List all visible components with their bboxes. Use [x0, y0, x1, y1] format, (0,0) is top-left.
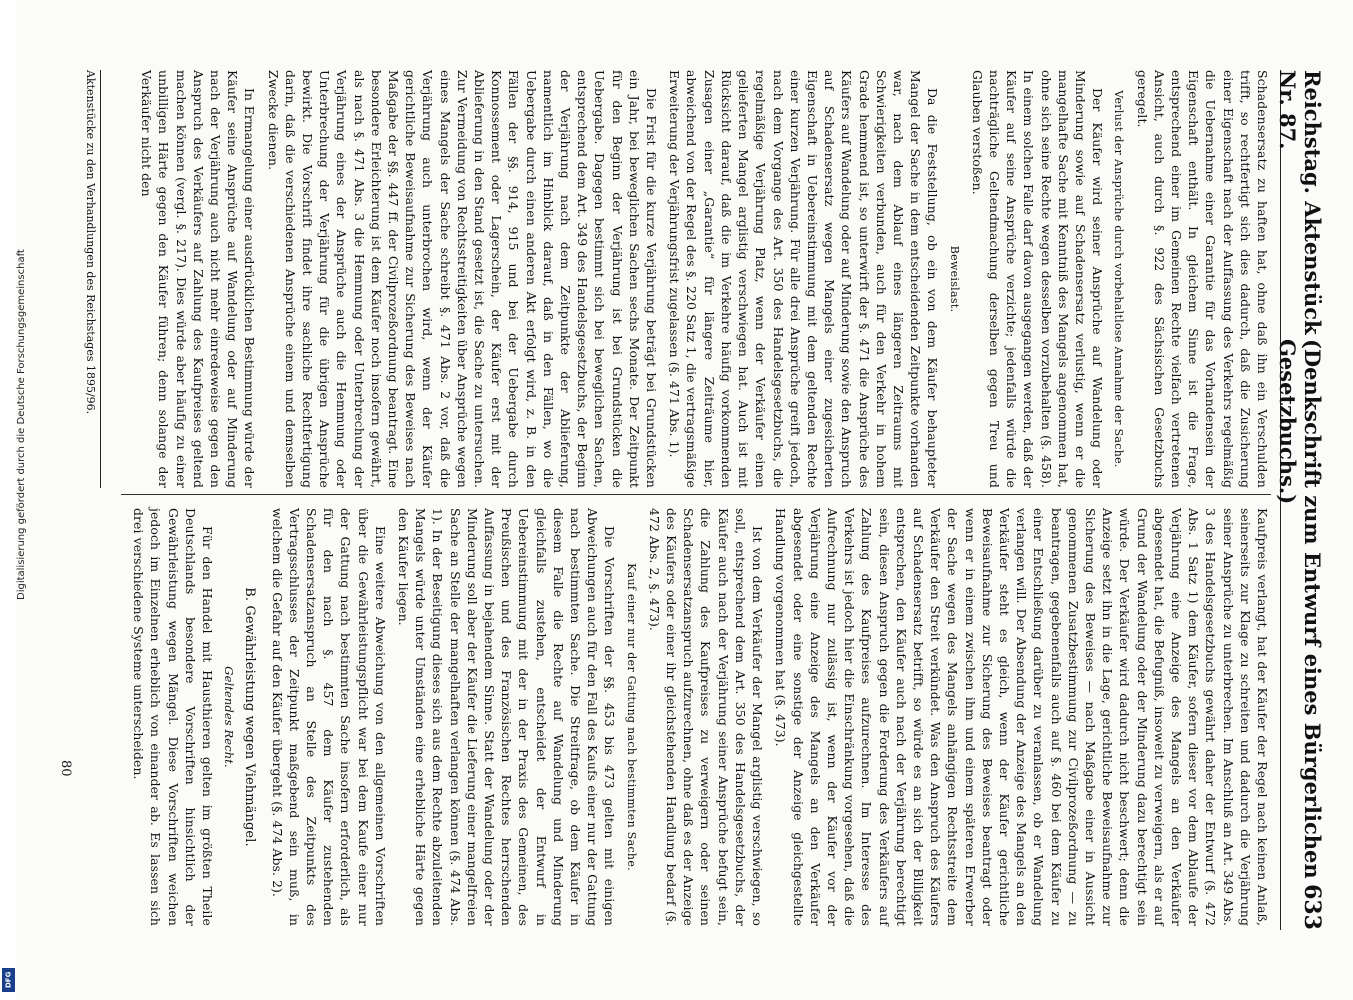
left-paragraph-4: Die Frist für die kurze Verjährung beträgt bei Grundstücken ein Jahr, bei beweglichen Sachen sechs Monate. Der Zeitpunkt für den Beginn der Verjährung ist bei Grundstücken die Uebergabe. Dagegen bestimmt sich bei beweglichen Sachen, entsprechend dem Art. 349 des Handelsgesetzbuchs, der Beginn der Verjährung nach dem Zeitpunkte der Ablieferung, namentlich im Hinblick darauf, daß in den Fällen, wo die Uebergabe durch einen anderen Akt erfolgt wird, z. B. in den Fällen der §§. 914, 915 und bei der Uebergabe durch Konnossement oder Lagerschein, der Käufer erst mit der Ablieferung in den Stand gesetzt ist, die Sache zu untersuchen. Zur Vermeidung von Rechtsstreitigkeiten über Ansprüche wegen eines Mangels der Sache schreibt §. 471 Abs. 2 vor, daß die Verjährung auch unterbrochen wird, wenn der Käufer gerichtliche Beweisaufnahme zur Sicherung des Beweises nach Maßgabe der §§. 447 ff. der Civilprozeßordnung beantragt. Eine besondere Erleichterung ist dem Käufer noch insofern gewährt, als nach §. 471 Abs. 3 die Hemmung oder Unterbrechung der Verjährung eines der Ansprüche auch die Hemmung oder Unterbrechung der Verjährung für die übrigen Ansprüche bewirkt. Die Vorschrift findet ihre sachliche Rechtfertigung darin, daß die verschiedenen Ansprüche einem und demselben Zwecke dienen. — [265, 70, 660, 488]
section-heading: B. Gewährleistung wegen Viehmängel. — [242, 587, 258, 847]
left-paragraph-5: In Ermangelung einer ausdrücklichen Bestimmung würde der Käufer seine Ansprüche auf Wandelung oder auf Minderung nach der Verjährung auch nicht mehr einredeweise gegen den Anspruch des Verkäufers auf Zahlung des Kaufpreises geltend machen können (vergl. §. 217). Dies würde aber häufig zu einer unbilligen Härte gegen den Käufer führen; denn solange der Verkäufer nicht den — [139, 70, 258, 488]
right-paragraph-4: Eine weitere Abweichung von den allgemeinen Vorschriften über die Gewährleistungspflicht war bei dem Kaufe einer nur der Gattung nach bestimmten Sache insofern erforderlich, als für den nach §. 457 dem Käufer zustehenden Schadensersatzanspruch an Stelle des Zeitpunkts des Vertragsschlusses der Zeitpunkt maßgebend sein muß, in welchem die Gefahr auf den Käufer übergeht (§. 474 Abs. 2). — [269, 508, 388, 926]
right-paragraph-1: Kaufpreis verlangt, hat der Käufer der Regel nach keinen Anlaß, seinerseits zur Klage zu schreiten und dadurch die Verjährung seiner Ansprüche zu unterbrechen. Im Anschluß an Art. 349 Abs. 3 des Handelsgesetzbuchs gewährt daher der Entwurf (§. 472 Abs. 1 Satz 1) dem Käufer, sofern dieser vor dem Ablaufe der Verjährung eine Anzeige des Mangels an den Verkäufer abgesendet hat, die Befugniß, insoweit zu verweigern, als er auf Grund der Wandelung oder der Minderung dazu berechtigt sein würde. Der Verkäufer wird dadurch nicht beschwert; denn die Anzeige setzt ihn in die Lage, gerichtliche Beweisaufnahme zur Sicherung des Beweises — nach Maßgabe einer in Aussicht genommenen Zusatzbestimmung zur Civilprozeßordnung — zu beantragen, gegebenenfalls auch auf §. 460 bei dem Käufer zu einer Entschließung darüber zu veranlassen, ob er Wandelung verlangen will. Der Absendung der Anzeige des Mangels an den Verkäufer steht es gleich, wenn der Käufer gerichtliche Beweisaufnahme zur Sicherung des Beweises beantragt oder wenn er in einem zwischen ihm und einem späteren Erwerber der Sache wegen des Mangels anhängigen Rechtsstreite dem Verkäufer den Streit verkündet. Was den Anspruch des Käufers auf Schadensersatz betrifft, so würde es an sich der Billigkeit entsprechen, den Käufer auch nach der Verjährung berechtigt sein, diesen Anspruch gegen die Forderung des Verkäufers auf Zahlung des Kaufpreises aufzurechnen. Im Interesse des Verkehrs ist jedoch hier die Einschränkung vorgesehen, daß die Aufrechnung nur zulässig ist, wenn der Käufer vor der Verjährung eine Anzeige des Mangels an den Verkäufer abgesendet oder eine sonstige der Anzeige gleichgestellte Handlung vorgenommen hat (§. 473). — [773, 508, 1270, 926]
right-column — [124, 508, 1271, 926]
header-left: Reichstag. Aktenstück Nr. 87. — [1275, 70, 1325, 335]
right-paragraph-5: Für den Handel mit Hausthieren gelten im größten Theile Deutschlands besondere Vorschriften hinsichtlich der Gewährleistung wegen Mängel. Diese Vorschriften weichen jedoch im Einzelnen erheblich von einander ab. Es lassen sich drei verschiedene Systeme unterscheiden. — [131, 508, 216, 926]
left-column — [132, 70, 1271, 488]
right-paragraph-3: Die Vorschriften der §§. 453 bis 473 gelten mit einigen Abweichungen auch für den Fall des Kaufs einer nur der Gattung nach bestimmten Sache. Die Streitfrage, ob dem Käufer in diesem Falle die Rechte auf Wandelung und Minderung gleichfalls zustehen, entscheidet der Entwurf in Uebereinstimmung mit der in der Praxis des Gemeinen, des Preußischen und des Französischen Rechtes herrschenden Auffassung in bejahendem Sinne. Statt der Wandelung oder der Minderung soll aber der Käufer die Lieferung einer mangelfreien Sache an Stelle der mangelhaften verlangen können (§. 474 Abs. 1). In der Beseitigung dieses sich aus dem Rechte abzuleitenden Mangels würde unter Umständen eine erhebliche Härte gegen den Käufer liegen. — [396, 508, 618, 926]
dfg-logo-icon: DFG — [2, 968, 15, 992]
header-page-number: 633 — [1299, 884, 1325, 930]
digitization-sidebar — [0, 0, 27, 1000]
left-paragraph-2: Der Käufer wird seiner Ansprüche auf Wandelung oder Minderung sowie auf Schadensersatz verlustig, wenn er die mangelhafte Sache mit Kenntniß des Mangels angenommen hat, ohne sich seine Rechte wegen desselben vorzubehalten (§. 458). In einem solchen Falle darf davon ausgegangen werden, daß der Käufer auf seine Ansprüche verzichte; jedenfalls würde die nachträgliche Geltendmachung derselben gegen Treu und Glauben verstoßen. — [969, 70, 1106, 488]
page-footer: Aktenstücke zu den Verhandlungen des Reichstages 1895/96. — [84, 70, 101, 488]
bottom-page-number: 80 — [58, 760, 73, 777]
right-paragraph-2: Ist von dem Verkäufer der Mangel arglistig verschwiegen, so soll, entsprechend dem Art. 350 des Handelsgesetzbuchs, der Käufer auch nach der Verjährung seiner Ansprüche befugt sein, die Zahlung des Kaufpreises zu verweigern oder seinen Schadensersatzanspruch aufzurechnen, ohne daß es der Anzeige des Käufers oder einer ihr gleichstehenden Handlung bedarf (§. 472 Abs. 2, §. 473). — [646, 508, 766, 926]
left-paragraph-1: Schadensersatz zu haften hat, ohne daß ihn ein Verschulden trifft, so rechtfertigt sich dies dadurch, daß die Zusicherung einer Eigenschaft nach der Auffassung des Verkehrs regelmäßig die Uebernahme einer Garantie für das Vorhandensein der Eigenschaft enthält. In gleichem Sinne ist die Frage, entsprechend einer im Gemeinen Rechte vielfach vertretenen Ansicht, auch durch §. 922 des Sächsischen Gesetzbuchs geregelt. — [1134, 70, 1270, 488]
header-center: (Denkschrift zum Entwurf eines Bürgerlichen Gesetzbuchs.) — [1275, 338, 1325, 879]
section-subheading: Geltendes Recht. — [222, 666, 237, 768]
digitization-credit: Digitalisierung gefördert durch die Deutsche Forschungsgemeinschaft — [16, 249, 27, 600]
right-subheading-1: Kauf einer nur der Gattung nach bestimmten Sache. — [624, 563, 638, 871]
left-subheading-1: Verlust der Ansprüche durch vorbehaltlose Annahme der Sache. — [1112, 90, 1126, 468]
left-subheading-2: Beweislast. — [947, 245, 961, 313]
column-divider — [121, 494, 1271, 495]
page-header — [1275, 70, 1325, 930]
left-paragraph-3: Da die Feststellung, ob ein von dem Käufer behaupteter Mangel der Sache in dem entscheidenden Zeitpunkte vorhanden war, nach dem Ablauf eines längeren Zeitraums mit Schwierigkeiten verbunden, auch für den Verkehr in hohem Grade hemmend ist, so unterwirft der §. 471 die Ansprüche des Käufers auf Wandelung oder auf Minderung sowie den Anspruch auf Schadensersatz wegen Mangels einer zugesicherten Eigenschaft in Uebereinstimmung mit dem geltenden Rechte einer kurzen Verjährung. Für alle drei Ansprüche greift jedoch, nach dem Vorgange des Art. 350 des Handelsgesetzbuchs, die regelmäßige Verjährung Platz, wenn der Verkäufer einen gelieferten Mangel arglistig verschwiegen hat. Auch ist mit Rücksicht darauf, daß die im Verkehre häufig vorkommenden Zusagen einer „Garantie“ für längere Zeiträume hier, abweichend von der Regel des §. 220 Satz 1, die vertragsmäßige Erweiterung der Verjährungsfrist zugelassen (§. 471 Abs. 1). — [667, 70, 941, 488]
